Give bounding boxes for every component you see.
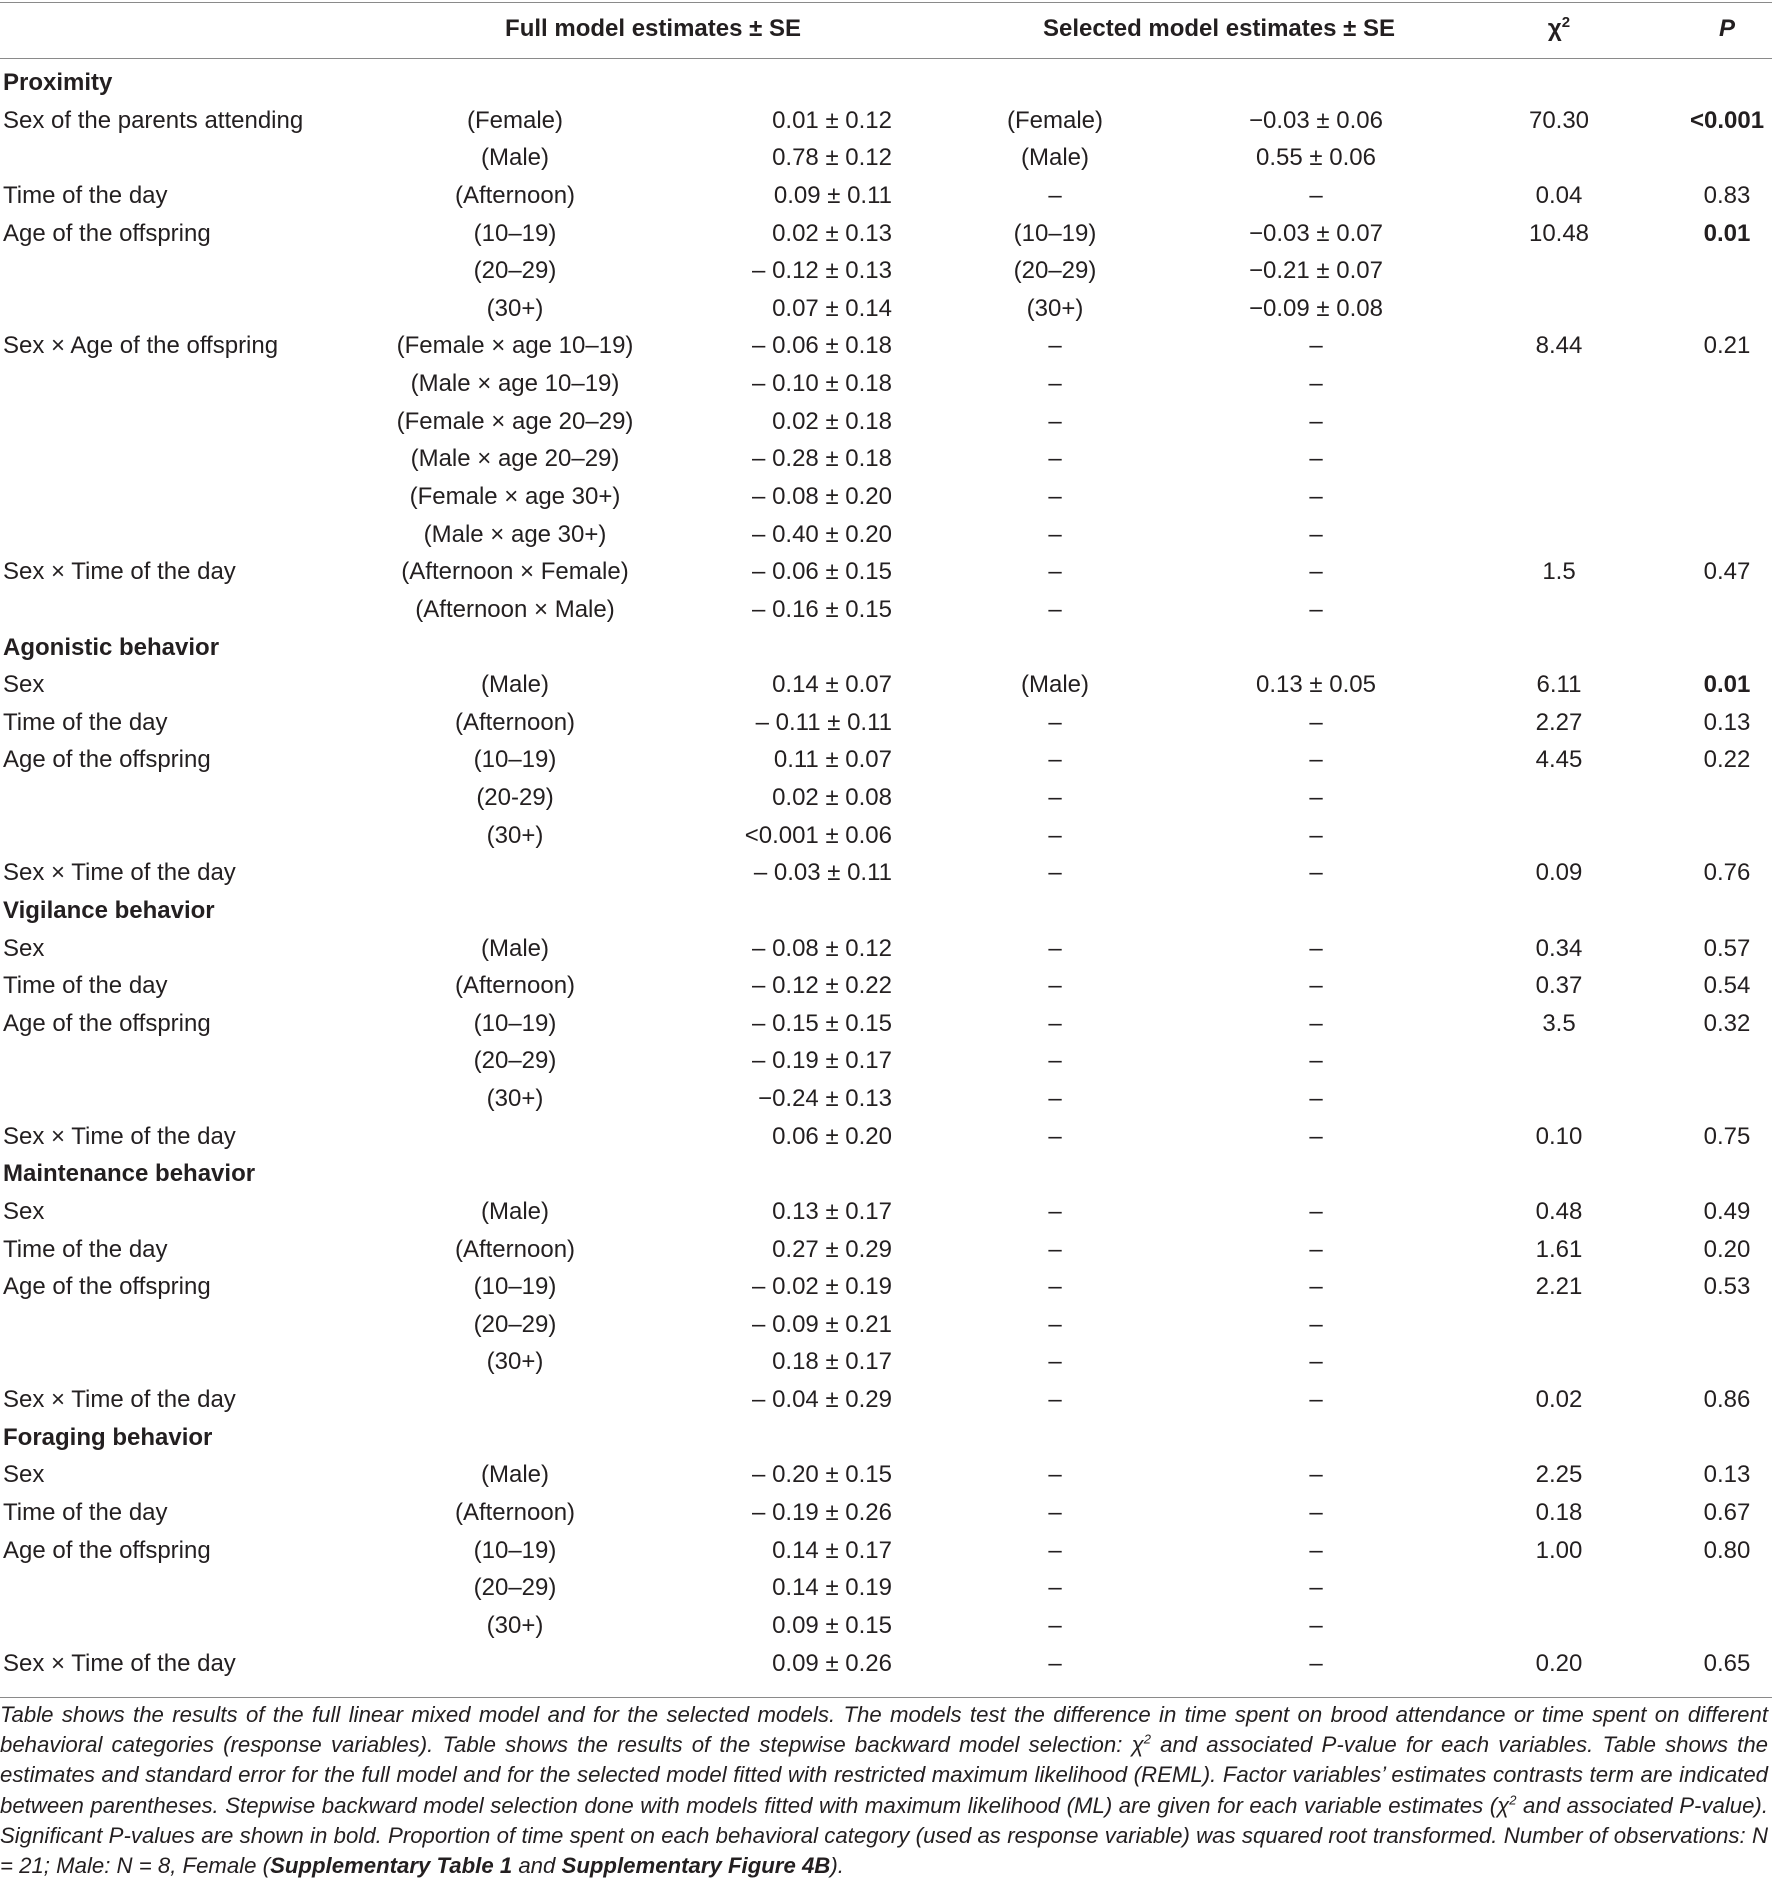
- chi-square-value: 0.09: [1535, 859, 1583, 887]
- full-model-estimate: 0.09 ± 0.11: [773, 181, 892, 209]
- p-value: 0.49: [1703, 1197, 1751, 1225]
- p-value: 0.01: [1703, 219, 1751, 247]
- full-model-contrast: (Female × age 10–19): [396, 332, 634, 360]
- full-model-estimate: 0.02 ± 0.08: [772, 784, 892, 811]
- selected-model-contrast: –: [1048, 482, 1062, 510]
- selected-model-estimate: –: [1309, 784, 1323, 811]
- full-model-contrast: (10–19): [473, 219, 557, 247]
- full-model-contrast: (Afternoon): [454, 972, 576, 1000]
- selected-model-estimate: –: [1309, 1047, 1323, 1075]
- full-model-contrast: (20–29): [473, 1047, 557, 1075]
- p-value: 0.47: [1703, 558, 1751, 586]
- selected-model-estimate: –: [1309, 332, 1323, 360]
- selected-model-contrast: –: [1048, 784, 1062, 811]
- selected-model-estimate: –: [1309, 821, 1323, 849]
- chi-square-value: 0.34: [1535, 934, 1583, 962]
- selected-model-contrast: –: [1048, 1649, 1062, 1677]
- p-value: 0.13: [1703, 1461, 1751, 1489]
- selected-model-contrast: –: [1048, 520, 1062, 548]
- full-model-estimate: – 0.12 ± 0.22: [752, 972, 892, 1000]
- selected-model-contrast: –: [1048, 1386, 1062, 1414]
- full-model-estimate: – 0.02 ± 0.19: [752, 1273, 892, 1301]
- selected-model-contrast: (10–19): [1013, 219, 1097, 247]
- full-model-estimate: – 0.06 ± 0.15: [752, 558, 892, 586]
- selected-model-estimate: –: [1309, 708, 1323, 736]
- p-value: 0.67: [1703, 1498, 1751, 1526]
- selected-model-estimate: –: [1309, 181, 1323, 209]
- selected-model-estimate: −0.03 ± 0.06: [1249, 106, 1383, 134]
- full-model-estimate: – 0.28 ± 0.18: [752, 445, 892, 473]
- selected-model-estimate: –: [1309, 1197, 1323, 1225]
- p-value: <0.001: [1689, 106, 1765, 134]
- row-label: Age of the offspring: [3, 1009, 211, 1037]
- p-value: 0.86: [1703, 1386, 1751, 1414]
- caption-text-2: and associated P-value for each variables. Table shows the estimates and standard error for the full model and for the selected model fitted with restricted maximum likelihood (REML). Factor variables’ estimates contrasts term are indicated between parentheses. Stepwise backward model selection done with models fitted with maximum likelihood (ML) are given for each variable estimates (χ: [0, 1732, 1768, 1818]
- selected-model-contrast: (30+): [1026, 294, 1084, 322]
- row-label: Sex × Time of the day: [3, 1649, 236, 1677]
- chi-square-value: 1.61: [1535, 1235, 1583, 1263]
- header-p: P: [1718, 15, 1736, 42]
- full-model-contrast: (Male × age 30+): [423, 520, 607, 548]
- caption-text-3: and associated P-value). Significant P-values are shown in bold. Proportion of time spent on each behavioral category (used as response variable) was squared root transformed. Number of observations: N = 21; Male: N = 8, Female (: [0, 1792, 1768, 1879]
- selected-model-estimate: −0.21 ± 0.07: [1249, 257, 1383, 285]
- row-label: Age of the offspring: [3, 1536, 211, 1564]
- selected-model-contrast: –: [1048, 859, 1062, 887]
- row-label: Time of the day: [3, 1498, 168, 1526]
- header-selected-model: Selected model estimates ± SE: [1043, 15, 1395, 42]
- full-model-contrast: (20–29): [473, 257, 557, 285]
- chi-superscript: 2: [1561, 14, 1571, 31]
- row-label: Sex: [3, 934, 45, 962]
- full-model-estimate: – 0.16 ± 0.15: [752, 595, 892, 623]
- selected-model-estimate: –: [1309, 1536, 1323, 1564]
- full-model-estimate: – 0.03 ± 0.11: [753, 859, 892, 887]
- selected-model-contrast: (20–29): [1013, 257, 1097, 285]
- full-model-contrast: (Afternoon × Female): [401, 558, 629, 586]
- p-value: 0.01: [1703, 671, 1751, 699]
- selected-model-estimate: 0.55 ± 0.06: [1256, 144, 1376, 172]
- p-value: 0.76: [1703, 859, 1751, 887]
- selected-model-estimate: –: [1309, 746, 1323, 774]
- selected-model-contrast: –: [1048, 1235, 1062, 1263]
- row-label: Time of the day: [3, 972, 168, 1000]
- supplementary-figure-link[interactable]: Supplementary Figure 4B: [561, 1853, 831, 1879]
- selected-model-contrast: –: [1048, 1574, 1062, 1602]
- section-title: Proximity: [3, 69, 113, 96]
- selected-model-contrast: –: [1048, 558, 1062, 586]
- full-model-contrast: (Female): [466, 106, 564, 134]
- row-label: Sex × Time of the day: [3, 1122, 236, 1150]
- selected-model-estimate: –: [1309, 1574, 1323, 1602]
- selected-model-contrast: –: [1048, 1348, 1062, 1376]
- chi-square-value: 0.18: [1535, 1498, 1583, 1526]
- chi-symbol: χ: [1547, 15, 1562, 42]
- selected-model-contrast: –: [1048, 1273, 1062, 1301]
- caption-text-4: and: [512, 1853, 562, 1879]
- selected-model-estimate: –: [1309, 1310, 1323, 1338]
- chi-square-value: 10.48: [1528, 219, 1590, 247]
- chi-square-value: 0.04: [1535, 181, 1583, 209]
- p-value: 0.65: [1703, 1649, 1751, 1677]
- p-value: 0.53: [1703, 1273, 1751, 1301]
- selected-model-estimate: –: [1309, 934, 1323, 962]
- selected-model-estimate: −0.03 ± 0.07: [1249, 219, 1383, 247]
- chi-square-value: 1.5: [1542, 558, 1576, 586]
- p-value: 0.20: [1703, 1235, 1751, 1263]
- row-label: Sex of the parents attending: [3, 106, 304, 134]
- selected-model-contrast: –: [1048, 746, 1062, 774]
- full-model-estimate: – 0.19 ± 0.17: [752, 1047, 892, 1075]
- selected-model-estimate: –: [1309, 1348, 1323, 1376]
- full-model-estimate: −0.24 ± 0.13: [758, 1085, 892, 1112]
- selected-model-contrast: –: [1048, 1197, 1062, 1225]
- chi-square-value: 70.30: [1528, 106, 1590, 134]
- row-label: Sex: [3, 1461, 45, 1489]
- selected-model-contrast: (Male): [1020, 671, 1090, 699]
- full-model-contrast: (Afternoon): [454, 1235, 576, 1263]
- row-label: Sex × Time of the day: [3, 859, 236, 887]
- selected-model-estimate: –: [1309, 1461, 1323, 1489]
- header-rule: [0, 58, 1772, 59]
- section-title: Foraging behavior: [3, 1423, 213, 1451]
- row-label: Sex × Time of the day: [3, 558, 236, 586]
- chi-square-value: 2.25: [1535, 1461, 1583, 1489]
- header-chi-square: [1548, 10, 1570, 48]
- caption-sup-2: 2: [1509, 1792, 1517, 1808]
- selected-model-estimate: –: [1309, 1122, 1323, 1150]
- full-model-contrast: (Female × age 20–29): [396, 407, 634, 435]
- chi-square-value: 2.27: [1535, 708, 1583, 736]
- full-model-contrast: (30+): [486, 294, 544, 322]
- full-model-estimate: 0.27 ± 0.29: [772, 1235, 892, 1263]
- section-title: Vigilance behavior: [3, 896, 215, 924]
- full-model-contrast: (10–19): [473, 1273, 557, 1301]
- chi-square-value: 0.20: [1535, 1649, 1583, 1677]
- full-model-contrast: (Male): [480, 1197, 550, 1225]
- section-title: Agonistic behavior: [3, 633, 220, 661]
- selected-model-contrast: –: [1048, 1085, 1062, 1112]
- full-model-contrast: (10–19): [473, 1009, 557, 1037]
- selected-model-contrast: –: [1048, 1310, 1062, 1338]
- p-value: 0.13: [1703, 708, 1751, 736]
- row-label: Age of the offspring: [3, 1273, 211, 1301]
- full-model-contrast: (30+): [486, 1085, 544, 1112]
- caption-text-1: Table shows the results of the full linear mixed model and for the selected models. The models test the difference in time spent on brood attendance or time spent on different behavioral categories (response variables). Table shows the results of the stepwise backward model selection: χ: [0, 1702, 1768, 1758]
- caption-sup-1: 2: [1143, 1731, 1151, 1747]
- full-model-contrast: (20-29): [476, 784, 554, 811]
- full-model-estimate: – 0.19 ± 0.26: [752, 1498, 892, 1526]
- selected-model-contrast: –: [1048, 181, 1062, 209]
- full-model-estimate: – 0.12 ± 0.13: [752, 257, 892, 285]
- bottom-rule: [0, 1697, 1772, 1698]
- selected-model-contrast: –: [1048, 370, 1062, 397]
- full-model-contrast: (30+): [486, 821, 544, 849]
- full-model-contrast: (Male): [480, 671, 550, 699]
- selected-model-estimate: –: [1309, 859, 1323, 887]
- full-model-contrast: (Male × age 20–29): [410, 445, 620, 473]
- full-model-estimate: 0.13 ± 0.17: [772, 1197, 892, 1225]
- selected-model-contrast: –: [1048, 407, 1062, 435]
- row-label: Sex × Time of the day: [3, 1386, 236, 1414]
- selected-model-estimate: –: [1309, 1498, 1323, 1526]
- chi-square-value: 0.10: [1535, 1122, 1583, 1150]
- full-model-contrast: (Afternoon × Male): [415, 595, 615, 623]
- section-title: Maintenance behavior: [3, 1160, 256, 1188]
- row-label: Time of the day: [3, 181, 168, 209]
- full-model-contrast: (Male): [480, 144, 550, 172]
- selected-model-contrast: –: [1048, 595, 1062, 623]
- selected-model-estimate: –: [1309, 520, 1323, 548]
- selected-model-contrast: –: [1048, 934, 1062, 962]
- caption-text-5: ).: [830, 1853, 844, 1879]
- full-model-contrast: (10–19): [473, 1536, 557, 1564]
- selected-model-contrast: –: [1048, 1461, 1062, 1489]
- selected-model-contrast: –: [1048, 1611, 1062, 1639]
- full-model-contrast: (Afternoon): [454, 1498, 576, 1526]
- selected-model-estimate: –: [1309, 482, 1323, 510]
- top-rule: [0, 2, 1772, 3]
- full-model-contrast: (10–19): [473, 746, 557, 774]
- full-model-estimate: – 0.08 ± 0.20: [752, 482, 892, 510]
- row-label: Sex: [3, 1197, 45, 1225]
- supplementary-table-link[interactable]: Supplementary Table 1: [270, 1853, 513, 1879]
- full-model-estimate: 0.11 ± 0.07: [773, 746, 892, 774]
- selected-model-estimate: –: [1309, 1386, 1323, 1414]
- full-model-estimate: – 0.08 ± 0.12: [752, 934, 892, 962]
- p-value: 0.57: [1703, 934, 1751, 962]
- full-model-estimate: 0.14 ± 0.07: [772, 671, 892, 699]
- full-model-contrast: (Male): [480, 934, 550, 962]
- full-model-contrast: (Afternoon): [454, 181, 576, 209]
- full-model-contrast: (20–29): [473, 1574, 557, 1602]
- selected-model-estimate: –: [1309, 370, 1323, 397]
- full-model-estimate: 0.09 ± 0.15: [772, 1611, 892, 1639]
- row-label: Time of the day: [3, 708, 168, 736]
- chi-square-value: 2.21: [1535, 1273, 1583, 1301]
- p-value: 0.22: [1703, 746, 1751, 774]
- selected-model-estimate: –: [1309, 1273, 1323, 1301]
- selected-model-contrast: –: [1048, 1536, 1062, 1564]
- chi-square-value: 3.5: [1542, 1009, 1576, 1037]
- row-label: Sex × Age of the offspring: [3, 332, 279, 360]
- selected-model-estimate: 0.13 ± 0.05: [1256, 671, 1376, 699]
- full-model-contrast: (20–29): [473, 1310, 557, 1338]
- full-model-estimate: 0.78 ± 0.12: [772, 144, 892, 172]
- selected-model-contrast: –: [1048, 972, 1062, 1000]
- full-model-contrast: (Male × age 10–19): [410, 370, 620, 397]
- p-value: 0.32: [1703, 1009, 1751, 1037]
- full-model-estimate: 0.14 ± 0.19: [772, 1574, 892, 1602]
- p-value: 0.80: [1703, 1536, 1751, 1564]
- selected-model-estimate: –: [1309, 445, 1323, 473]
- selected-model-contrast: (Male): [1020, 144, 1090, 172]
- row-label: Age of the offspring: [3, 746, 211, 774]
- chi-square-value: 8.44: [1535, 332, 1583, 360]
- header-full-model: Full model estimates ± SE: [505, 15, 801, 42]
- selected-model-contrast: –: [1048, 1122, 1062, 1150]
- full-model-estimate: – 0.20 ± 0.15: [752, 1461, 892, 1489]
- full-model-estimate: – 0.10 ± 0.18: [752, 370, 892, 397]
- chi-square-value: 6.11: [1536, 671, 1582, 699]
- selected-model-contrast: –: [1048, 1498, 1062, 1526]
- row-label: Age of the offspring: [3, 219, 211, 247]
- p-value: 0.21: [1703, 332, 1751, 360]
- full-model-estimate: 0.07 ± 0.14: [772, 294, 892, 322]
- selected-model-contrast: –: [1048, 1009, 1062, 1037]
- selected-model-estimate: –: [1309, 595, 1323, 623]
- selected-model-estimate: –: [1309, 1649, 1323, 1677]
- row-label: Sex: [3, 671, 45, 699]
- full-model-estimate: – 0.11 ± 0.11: [755, 708, 892, 736]
- selected-model-estimate: –: [1309, 407, 1323, 435]
- full-model-estimate: – 0.40 ± 0.20: [752, 520, 892, 548]
- full-model-estimate: – 0.06 ± 0.18: [752, 332, 892, 360]
- selected-model-estimate: –: [1309, 1009, 1323, 1037]
- p-value: 0.83: [1703, 181, 1751, 209]
- selected-model-estimate: –: [1309, 1085, 1323, 1112]
- full-model-estimate: – 0.15 ± 0.15: [752, 1009, 892, 1037]
- selected-model-estimate: –: [1309, 1611, 1323, 1639]
- full-model-estimate: 0.02 ± 0.13: [772, 219, 892, 247]
- selected-model-contrast: –: [1048, 821, 1062, 849]
- full-model-estimate: 0.09 ± 0.26: [772, 1649, 892, 1677]
- full-model-estimate: – 0.04 ± 0.29: [752, 1386, 892, 1414]
- full-model-contrast: (30+): [486, 1611, 544, 1639]
- selected-model-contrast: –: [1048, 445, 1062, 473]
- selected-model-contrast: –: [1048, 1047, 1062, 1075]
- full-model-estimate: 0.01 ± 0.12: [772, 106, 892, 134]
- selected-model-estimate: −0.09 ± 0.08: [1249, 294, 1383, 322]
- full-model-contrast: (Female × age 30+): [409, 482, 621, 510]
- table-caption: [0, 1700, 1768, 1881]
- selected-model-estimate: –: [1309, 972, 1323, 1000]
- full-model-estimate: 0.06 ± 0.20: [772, 1122, 892, 1150]
- full-model-contrast: (Afternoon): [454, 708, 576, 736]
- full-model-estimate: 0.18 ± 0.17: [772, 1348, 892, 1376]
- chi-square-value: 1.00: [1535, 1536, 1583, 1564]
- full-model-estimate: 0.14 ± 0.17: [772, 1536, 892, 1564]
- full-model-contrast: (Male): [480, 1461, 550, 1489]
- chi-square-value: 0.48: [1535, 1197, 1583, 1225]
- chi-square-value: 0.37: [1535, 972, 1583, 1000]
- chi-square-value: 4.45: [1535, 746, 1583, 774]
- row-label: Time of the day: [3, 1235, 168, 1263]
- selected-model-contrast: –: [1048, 708, 1062, 736]
- full-model-estimate: 0.02 ± 0.18: [772, 407, 892, 435]
- full-model-estimate: <0.001 ± 0.06: [744, 821, 892, 849]
- selected-model-estimate: –: [1309, 1235, 1323, 1263]
- selected-model-contrast: –: [1048, 332, 1062, 360]
- full-model-contrast: (30+): [486, 1348, 544, 1376]
- selected-model-contrast: (Female): [1006, 106, 1104, 134]
- selected-model-estimate: –: [1309, 558, 1323, 586]
- full-model-estimate: – 0.09 ± 0.21: [752, 1310, 892, 1338]
- chi-square-value: 0.02: [1535, 1386, 1583, 1414]
- p-value: 0.54: [1703, 972, 1751, 1000]
- p-value: 0.75: [1703, 1122, 1751, 1150]
